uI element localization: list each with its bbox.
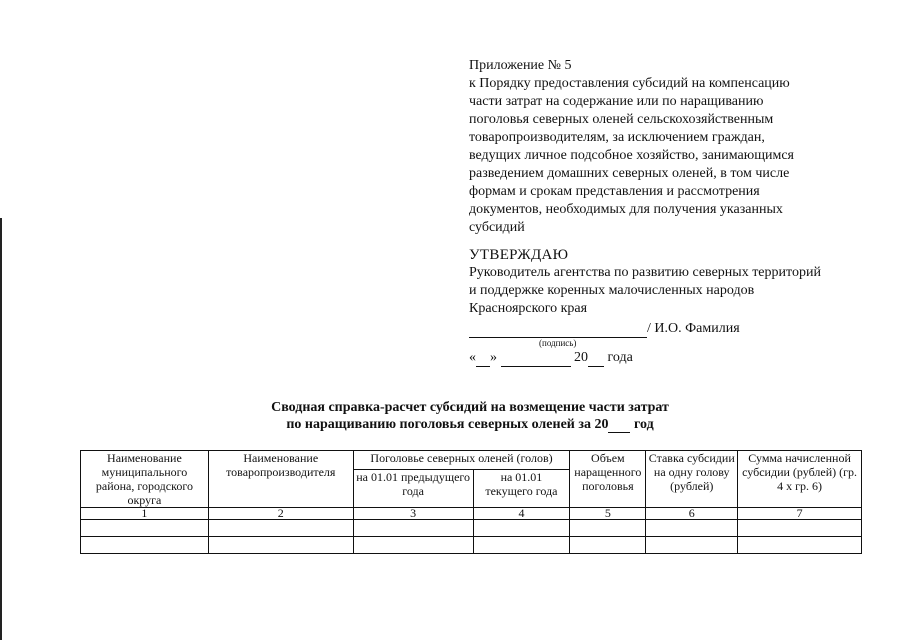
appendix-line: части затрат на содержание или по наращиванию bbox=[469, 94, 764, 109]
table-header-row bbox=[81, 451, 862, 470]
table-cell bbox=[646, 520, 738, 537]
approval-line: и поддержке коренных малочисленных народов bbox=[469, 283, 755, 298]
table-cell bbox=[81, 537, 209, 554]
date-quote-open: « bbox=[469, 350, 476, 365]
table-cell bbox=[473, 520, 570, 537]
approval-block bbox=[469, 246, 899, 367]
table-row bbox=[81, 520, 862, 537]
approval-title: УТВЕРЖДАЮ bbox=[469, 247, 569, 263]
date-year-prefix: 20 bbox=[574, 350, 588, 365]
table-cell bbox=[570, 520, 646, 537]
title-year-blank bbox=[608, 419, 630, 433]
column-number: 5 bbox=[570, 508, 646, 520]
appendix-line: поголовья северных оленей сельскохозяйственным bbox=[469, 112, 774, 127]
table-cell bbox=[570, 537, 646, 554]
signature-caption: (подпись) bbox=[539, 338, 577, 348]
date-day-blank bbox=[476, 353, 490, 367]
appendix-line: к Порядку предоставления субсидий на компенсацию bbox=[469, 76, 790, 91]
header-producer: Наименование товаропроизводителя bbox=[208, 451, 353, 508]
header-rate: Ставка субсидии на одну голову (рублей) bbox=[646, 451, 738, 508]
approval-line: Красноярского края bbox=[469, 301, 588, 316]
approval-line: Руководитель агентства по развитию северных территорий bbox=[469, 265, 821, 280]
title-line2-prefix: по наращиванию поголовья северных оленей за 20 bbox=[286, 417, 609, 432]
appendix-line: формам и срокам представления и рассмотрения bbox=[469, 184, 760, 199]
column-number: 1 bbox=[81, 508, 209, 520]
date-month-blank bbox=[501, 353, 571, 367]
signature-row bbox=[469, 320, 899, 338]
column-number: 6 bbox=[646, 508, 738, 520]
appendix-line: ведущих личное подсобное хозяйство, занимающимся bbox=[469, 148, 795, 163]
date-quote-close: » bbox=[490, 350, 497, 365]
table-cell bbox=[738, 537, 862, 554]
table-cell bbox=[353, 520, 473, 537]
appendix-line: документов, необходимых для получения указанных bbox=[469, 202, 783, 217]
header-subsidy-sum: Сумма начисленной субсидии (рублей) (гр. 4 х гр. 6) bbox=[738, 451, 862, 508]
document-title-line1: Сводная справка-расчет субсидий на возмещение части затрат bbox=[271, 400, 669, 415]
date-year-suffix: года bbox=[607, 350, 633, 365]
table-cell bbox=[208, 520, 353, 537]
header-current-year: на 01.01 текущего года bbox=[473, 470, 570, 508]
table-cell bbox=[473, 537, 570, 554]
document-title-line2 bbox=[170, 416, 770, 433]
date-row bbox=[469, 349, 899, 367]
table-row bbox=[81, 537, 862, 554]
header-livestock-group: Поголовье северных оленей (голов) bbox=[353, 451, 570, 470]
scan-edge-line bbox=[0, 218, 2, 640]
header-growth-volume: Объем наращенного поголовья bbox=[570, 451, 646, 508]
title-line2-suffix: год bbox=[633, 417, 654, 432]
appendix-line: субсидий bbox=[469, 220, 525, 235]
header-prev-year: на 01.01 предыдущего года bbox=[353, 470, 473, 508]
table-cell bbox=[81, 520, 209, 537]
table-cell bbox=[646, 537, 738, 554]
subsidy-table bbox=[80, 450, 862, 554]
appendix-line: разведением домашних северных оленей, в том числе bbox=[469, 166, 790, 181]
table-cell bbox=[738, 520, 862, 537]
signature-name: / И.О. Фамилия bbox=[647, 321, 740, 336]
appendix-line: товаропроизводителям, за исключением граждан, bbox=[469, 130, 765, 145]
header-municipality: Наименование муниципального района, городского округа bbox=[81, 451, 209, 508]
date-year-blank bbox=[588, 353, 604, 367]
table-cell bbox=[208, 537, 353, 554]
column-number: 7 bbox=[738, 508, 862, 520]
column-number: 2 bbox=[208, 508, 353, 520]
appendix-block bbox=[469, 57, 889, 237]
document-title bbox=[170, 399, 770, 433]
table-number-row bbox=[81, 508, 862, 520]
table-cell bbox=[353, 537, 473, 554]
column-number: 4 bbox=[473, 508, 570, 520]
column-number: 3 bbox=[353, 508, 473, 520]
signature-line bbox=[469, 323, 647, 338]
appendix-title: Приложение № 5 bbox=[469, 58, 572, 73]
